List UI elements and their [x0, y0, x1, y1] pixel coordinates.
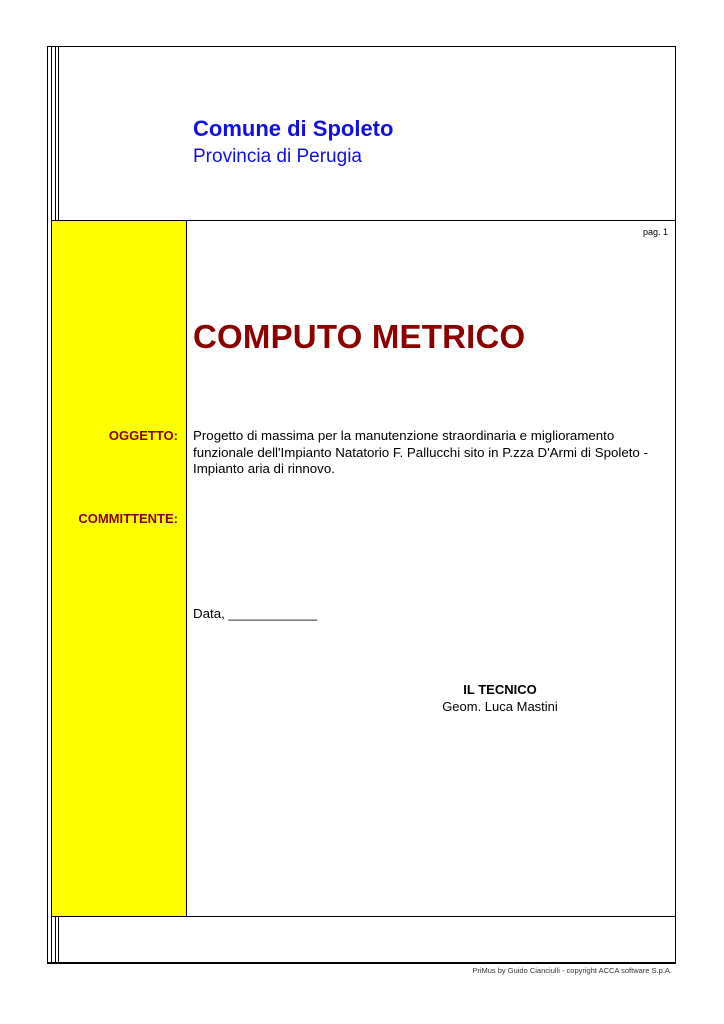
oggetto-label: OGGETTO: [108, 428, 178, 443]
committente-label: COMMITTENTE: [78, 511, 178, 526]
technician-role: IL TECNICO [463, 682, 537, 697]
frame-left-rule-4 [58, 46, 59, 220]
document-title: COMPUTO METRICO [193, 318, 526, 355]
column-divider [186, 220, 187, 916]
sidebar-yellow-column [52, 220, 186, 916]
frame-left-rule-2 [55, 46, 56, 220]
technician-name: Geom. Luca Mastini [442, 699, 558, 714]
page-number: pag. 1 [642, 227, 668, 237]
header-divider [52, 220, 676, 221]
frame-left-rule-5 [58, 916, 59, 964]
date-line: Data, ____________ [193, 606, 318, 621]
footer-credit: PriMus by Guido Cianciulli - copyright ACCA software S.p.A. [472, 966, 672, 975]
municipality-title: Comune di Spoleto [193, 116, 394, 141]
footer-divider [52, 916, 676, 917]
oggetto-value: Progetto di massima per la manutenzione straordinaria e miglioramento funzionale dell'Impianto Natatorio F. Pallucchi sito in P.zza D'Armi di Spoleto - Impianto aria di rinnovo. [193, 428, 648, 476]
frame-left-rule-3 [55, 916, 56, 964]
province-subtitle: Provincia di Perugia [193, 146, 362, 167]
